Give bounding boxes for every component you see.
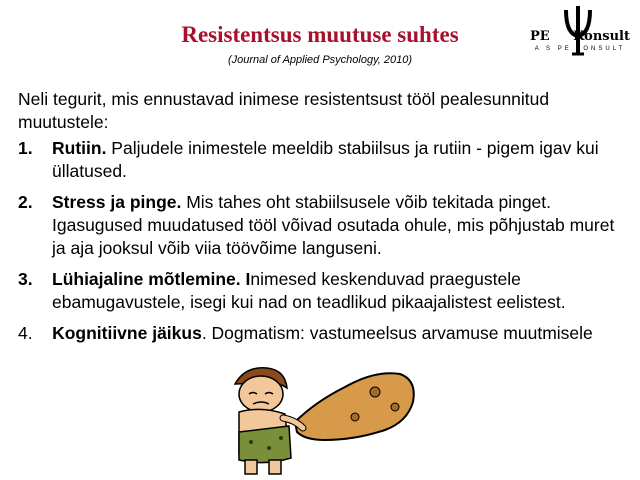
list-item-number: 2. xyxy=(18,192,33,212)
logo-right-mark: Konsult xyxy=(573,29,630,44)
list-item-number: 4. xyxy=(18,323,33,343)
list-item-heading: Stress ja pinge. xyxy=(52,192,182,212)
logo-tagline: A S PE KONSULT xyxy=(534,46,626,52)
list-item-number: 3. xyxy=(18,269,33,289)
list-item-text: . Dogmatism: vastumeelsus arvamuse muutmisele xyxy=(201,323,593,343)
list-item-heading: Kognitiivne jäikus xyxy=(52,323,202,343)
logo-left-mark: PE xyxy=(530,29,550,44)
slide-title: Resistentsus muutuse suhtes xyxy=(181,22,459,47)
list-item-heading: Rutiin. xyxy=(52,138,107,158)
slide-body xyxy=(18,88,628,345)
logo-wordmark xyxy=(530,29,630,44)
list-item-4 xyxy=(18,322,628,345)
list-item-number: 1. xyxy=(18,138,33,158)
list-item xyxy=(18,137,628,183)
slide-subtitle: (Journal of Applied Psychology, 2010) xyxy=(227,54,413,66)
caveman-with-club-icon xyxy=(225,362,420,478)
list-item-text: Mis tahes oht stabiilsusele võib tekitada pinget. Igasugused muudatused tööl võivad osutada ohule, mis põhjustab muret ja aja jooksul võib viia töövõime languseni. xyxy=(52,192,615,258)
list-item-text: Paljudele inimestele meeldib stabiilsus ja rutiin - pigem igav kui üllatused. xyxy=(52,138,599,181)
intro-text: Neli tegurit, mis ennustavad inimese resistentsust tööl pealesunnitud muutustele: xyxy=(18,89,550,132)
list-item xyxy=(18,268,628,314)
list-item xyxy=(18,191,628,260)
list-item-heading: Lühiajaline mõtlemine. I xyxy=(52,269,251,289)
list-item-text: nimesed keskenduvad praegustele ebamugavustele, isegi kui nad on teadlikud pikaajalistest eelistest. xyxy=(52,269,566,312)
